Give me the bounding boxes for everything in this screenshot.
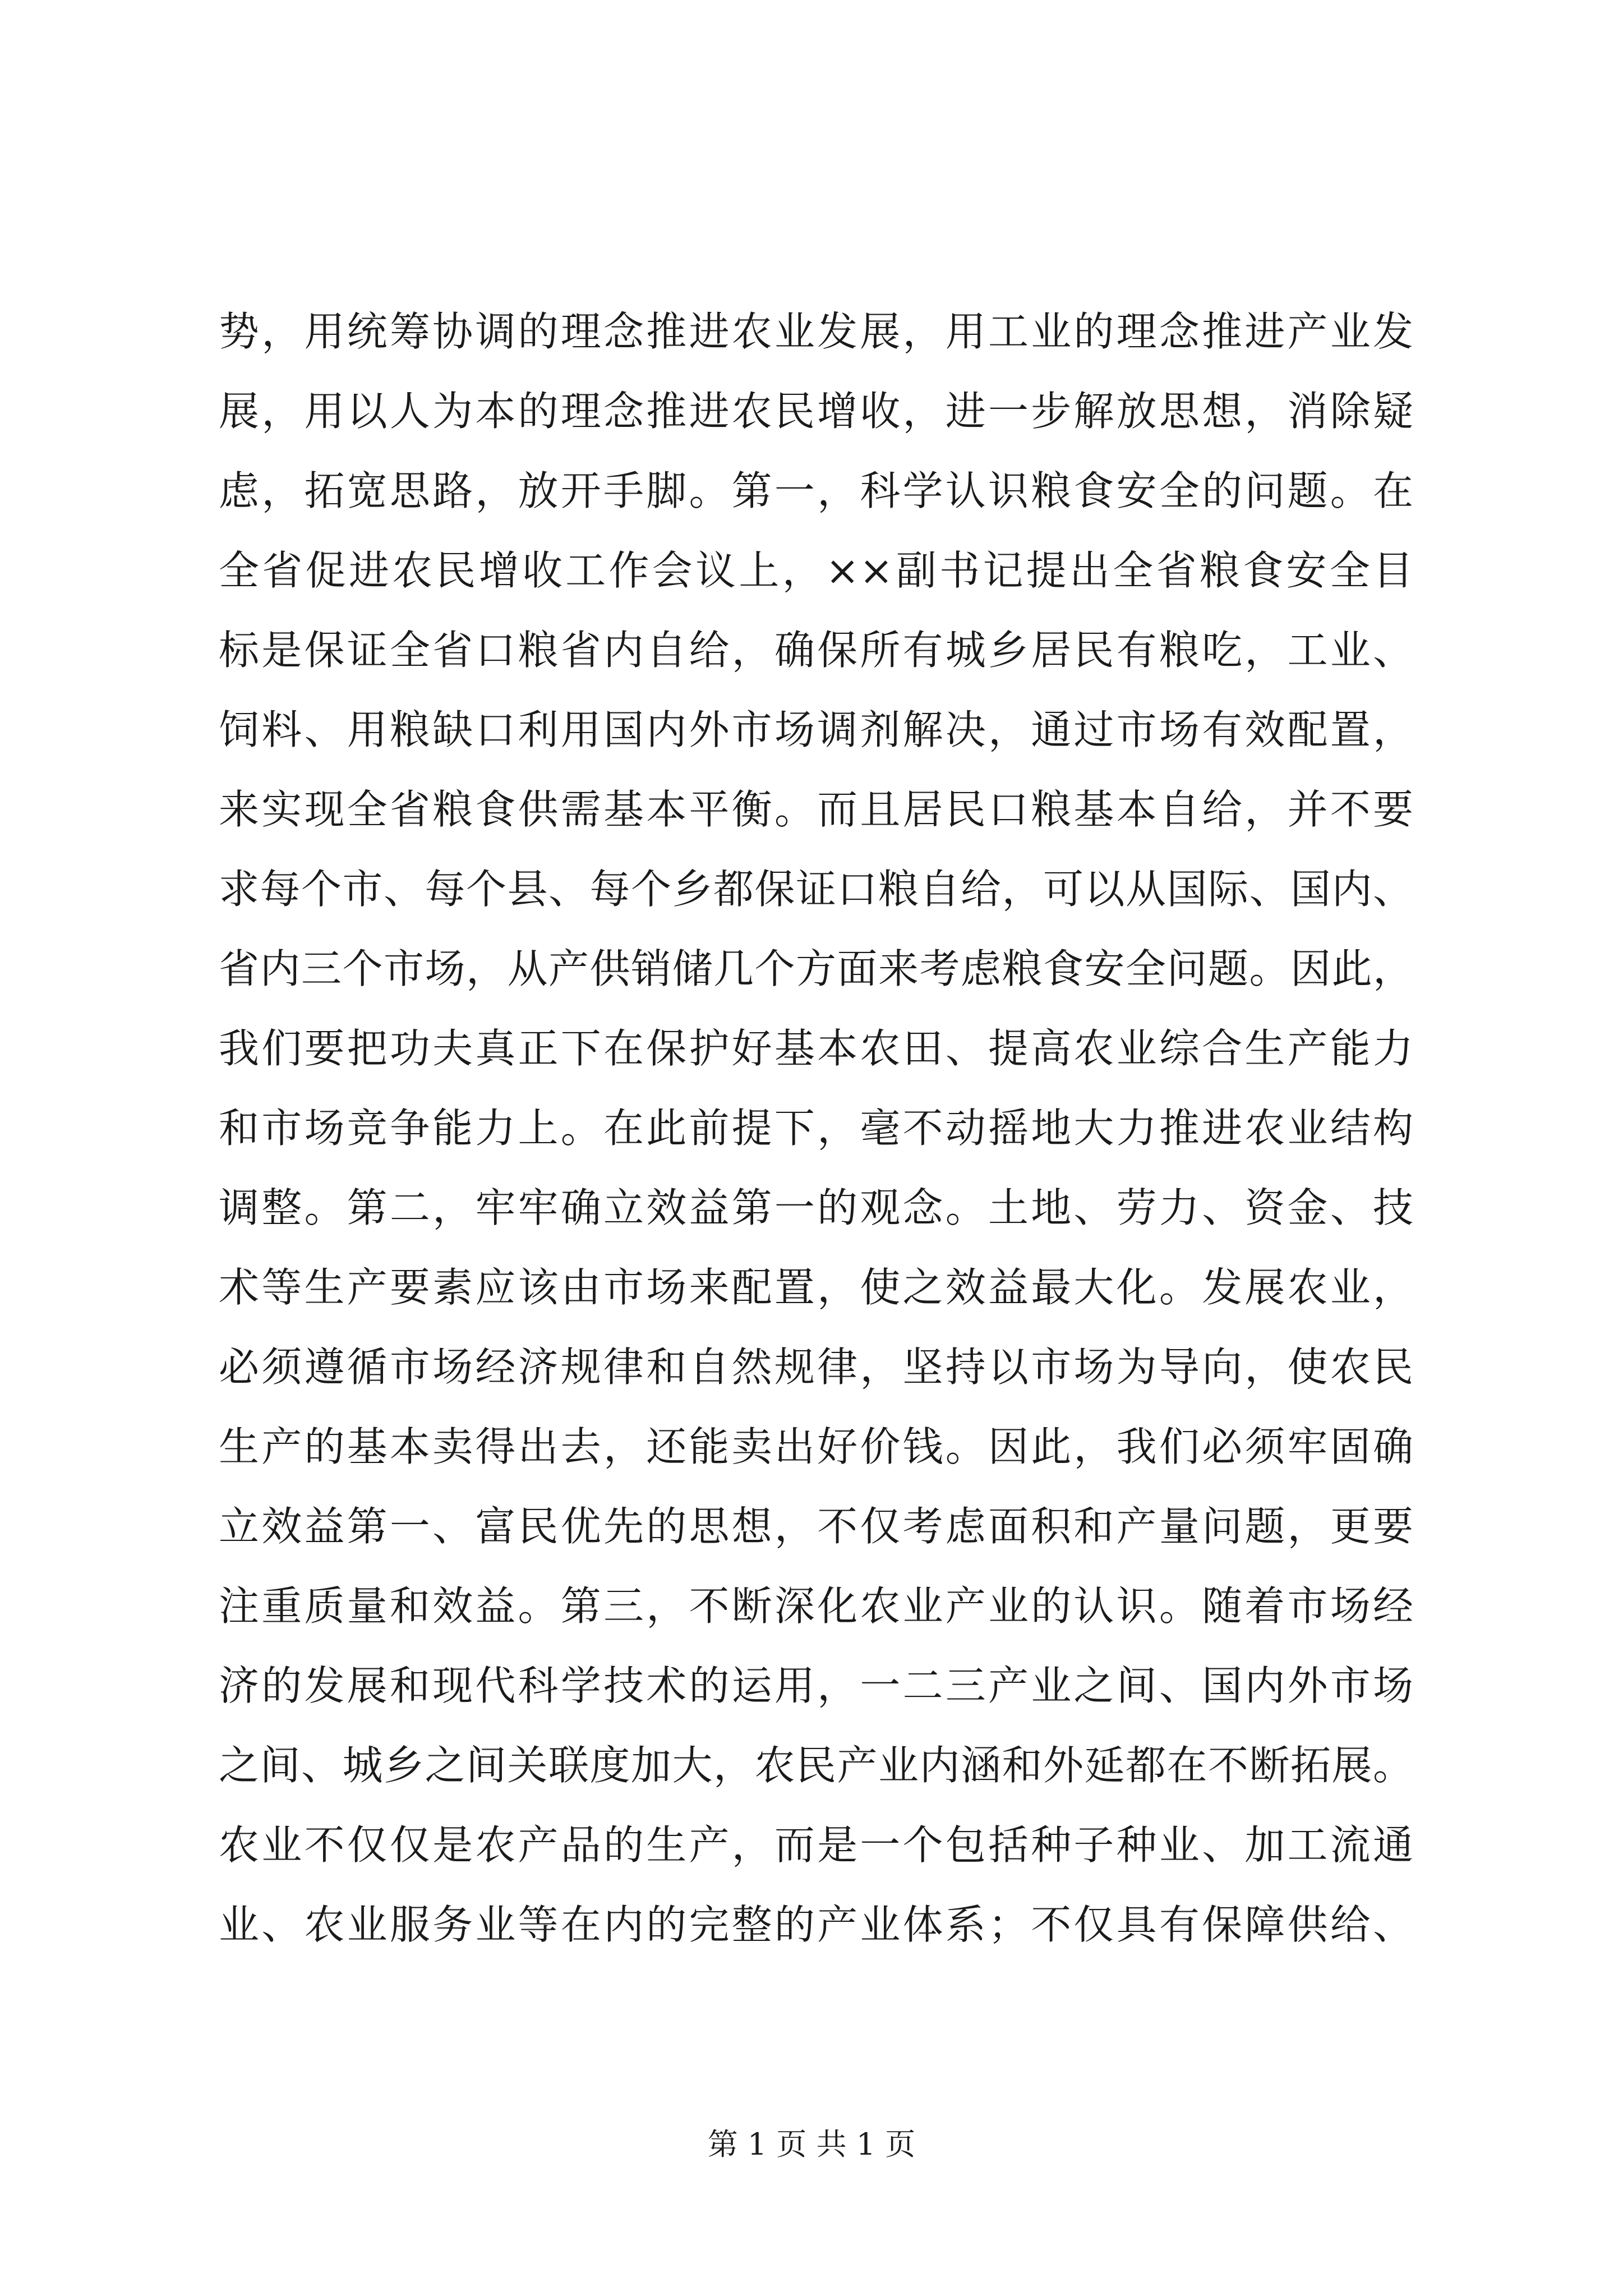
text-line: 饲料、用粮缺口利用国内外市场调剂解决，通过市场有效配置， xyxy=(219,706,1413,753)
text-line: 省内三个市场，从产供销储几个方面来考虑粮食安全问题。因此， xyxy=(219,945,1413,992)
text-line: 调整。第二，牢牢确立效益第一的观念。土地、劳力、资金、技 xyxy=(219,1184,1413,1231)
text-line: 生产的基本卖得出去，还能卖出好价钱。因此，我们必须牢固确 xyxy=(219,1423,1413,1470)
text-line: 业、农业服务业等在内的完整的产业体系；不仅具有保障供给、 xyxy=(219,1901,1413,1948)
text-line: 标是保证全省口粮省内自给，确保所有城乡居民有粮吃，工业、 xyxy=(219,627,1413,674)
page-footer: 第 1 页 共 1 页 xyxy=(707,2127,916,2162)
text-line: 术等生产要素应该由市场来配置，使之效益最大化。发展农业， xyxy=(219,1264,1413,1311)
text-line: 注重质量和效益。第三，不断深化农业产业的认识。随着市场经 xyxy=(219,1582,1413,1630)
text-line: 之间、城乡之间关联度加大，农民产业内涵和外延都在不断拓展。 xyxy=(219,1742,1413,1789)
text-line: 和市场竞争能力上。在此前提下，毫不动摇地大力推进农业结构 xyxy=(219,1105,1413,1152)
text-line: 立效益第一、富民优先的思想，不仅考虑面积和产量问题，更要 xyxy=(219,1503,1413,1550)
text-line: 来实现全省粮食供需基本平衡。而且居民口粮基本自给，并不要 xyxy=(219,786,1413,833)
text-line: 济的发展和现代科学技术的运用，一二三产业之间、国内外市场 xyxy=(219,1662,1413,1709)
text-line: 展，用以人为本的理念推进农民增收，进一步解放思想，消除疑 xyxy=(219,388,1413,435)
body-text xyxy=(219,292,1413,1964)
text-line: 必须遵循市场经济规律和自然规律，坚持以市场为导向，使农民 xyxy=(219,1343,1413,1391)
text-line: 势，用统筹协调的理念推进农业发展，用工业的理念推进产业发 xyxy=(219,308,1413,355)
text-line: 求每个市、每个县、每个乡都保证口粮自给，可以从国际、国内、 xyxy=(219,866,1413,913)
text-line: 全省促进农民增收工作会议上，××副书记提出全省粮食安全目 xyxy=(219,547,1413,594)
text-line: 我们要把功夫真正下在保护好基本农田、提高农业综合生产能力 xyxy=(219,1025,1413,1072)
text-line: 虑，拓宽思路，放开手脚。第一，科学认识粮食安全的问题。在 xyxy=(219,467,1413,514)
text-line: 农业不仅仅是农产品的生产，而是一个包括种子种业、加工流通 xyxy=(219,1821,1413,1869)
